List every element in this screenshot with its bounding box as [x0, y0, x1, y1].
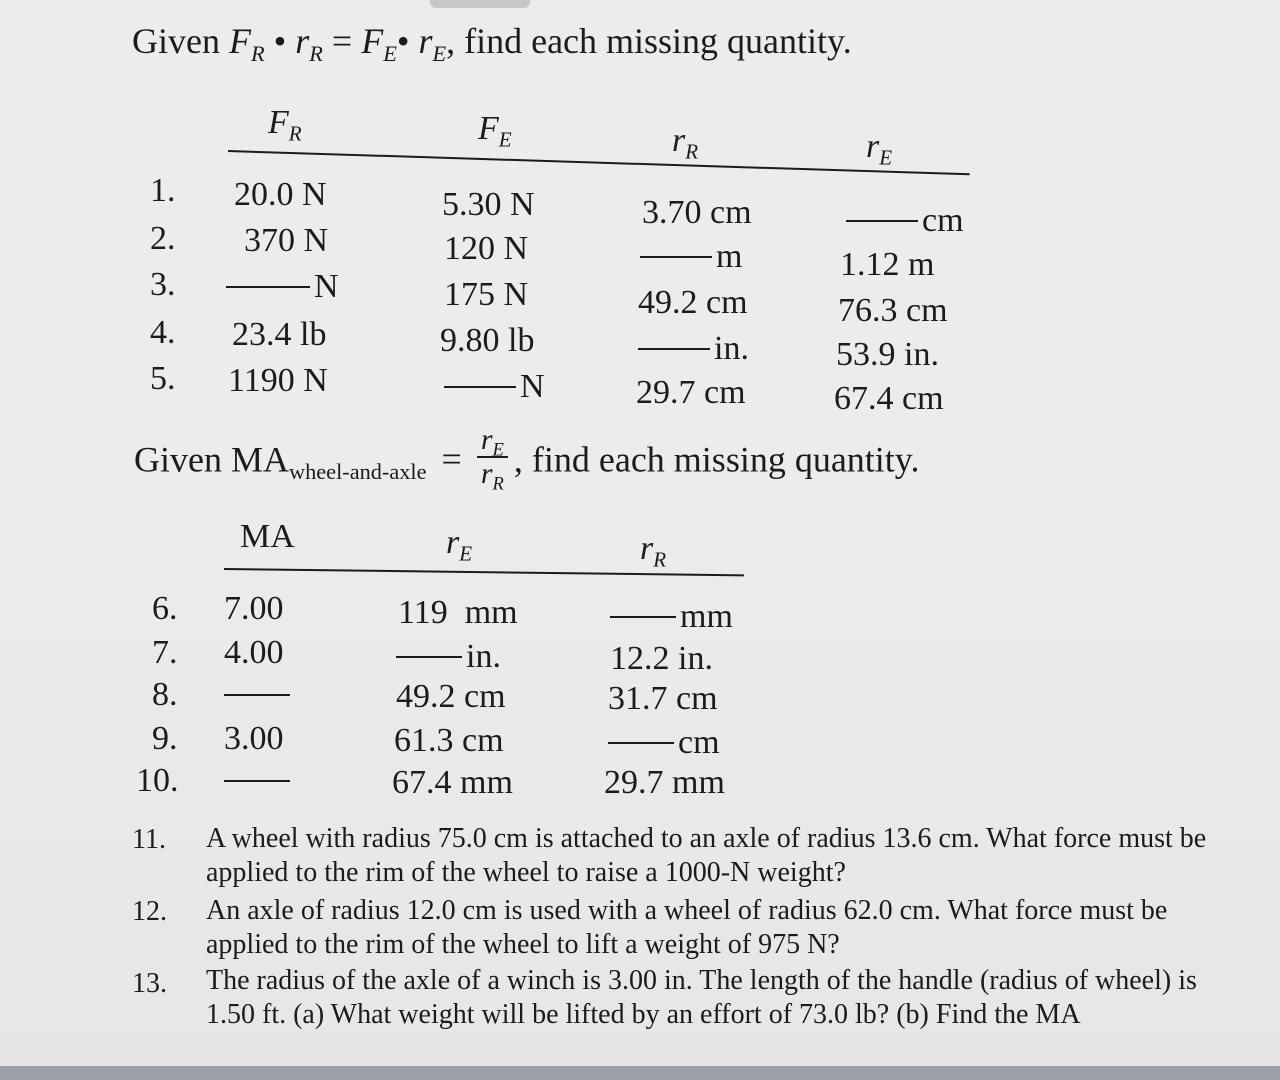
cell-rr: 3.70 cm	[642, 194, 752, 231]
row-number: 8.	[152, 676, 178, 713]
row-number: 10.	[136, 762, 179, 799]
cell-ma	[224, 762, 294, 800]
col-header-rr2: $r_R$	[640, 530, 667, 572]
col-header-fe: $F_E$	[478, 110, 512, 152]
problem-text: The radius of the axle of a winch is 3.00 in. The length of the handle (radius of wheel) is 1.50 ft. (a) What weight will be lifted by an effort of 73.0 lb? (b) Find the MA	[206, 965, 1197, 1030]
row-number: 5.	[150, 360, 176, 397]
cell-rr: in.	[638, 330, 749, 368]
problem-number: 13.	[132, 968, 167, 999]
cell-fr: 370 N	[244, 222, 329, 259]
cell-rr: 29.7 cm	[636, 374, 746, 411]
cell-ma: 3.00	[224, 720, 284, 757]
cell-fe: 120 N	[444, 230, 529, 267]
cell-re: 53.9 in.	[836, 336, 939, 373]
cell-rr: cm	[608, 724, 720, 762]
cell-fr: 23.4 lb	[232, 316, 327, 353]
cell-rr: mm	[610, 598, 733, 636]
col-header-fr: $F_R$	[268, 104, 302, 146]
cell-re: cm	[846, 202, 964, 240]
cell-fe: N	[444, 368, 545, 406]
cell-re: in.	[396, 638, 501, 676]
problem-text: A wheel with radius 75.0 cm is attached to an axle of radius 13.6 cm. What force must be applied to the rim of the wheel to raise a 1000-N weight?	[206, 823, 1207, 888]
cell-re: 61.3 cm	[394, 722, 504, 759]
problem-text: An axle of radius 12.0 cm is used with a wheel of radius 62.0 cm. What force must be applied to the rim of the wheel to lift a weight of 975 N?	[206, 895, 1168, 960]
row-number: 9.	[152, 720, 178, 757]
row-number: 2.	[150, 220, 176, 257]
cell-re: 76.3 cm	[838, 292, 948, 329]
cell-re: 49.2 cm	[396, 678, 506, 715]
cell-fr: N	[226, 268, 339, 306]
col-header-rr: $r_R$	[672, 122, 699, 164]
col-header-ma: MA	[240, 518, 295, 555]
section1-heading: Given $F_R$ • $r_R$ = $F_E•$ $r_E$, find each missing quantity.	[132, 21, 852, 66]
row-number: 6.	[152, 590, 178, 627]
col-header-re2: $r_E$	[446, 524, 473, 566]
cell-re: 67.4 mm	[392, 764, 513, 801]
problem-number: 11.	[132, 824, 166, 855]
row-number: 4.	[150, 314, 176, 351]
cell-fr: 1190 N	[228, 362, 328, 399]
cell-fe: 175 N	[444, 276, 529, 313]
cell-ma: 7.00	[224, 590, 284, 627]
cell-rr: 49.2 cm	[638, 284, 748, 321]
cell-fe: 5.30 N	[442, 186, 535, 223]
cell-fe: 9.80 lb	[440, 322, 535, 359]
col-header-re: $r_E$	[866, 128, 893, 170]
cell-rr: 31.7 cm	[608, 680, 718, 717]
row-number: 1.	[150, 172, 176, 209]
cell-ma: 4.00	[224, 634, 284, 671]
section2-heading: Given $MA_{wheel-and-axle}$ = $\frac{r_E}{r_R}$ , find each missing quantity.	[134, 423, 920, 495]
cropped-header-fragment	[430, 0, 530, 8]
row-number: 3.	[150, 266, 176, 303]
cell-rr: 29.7 mm	[604, 764, 725, 801]
cell-rr: m	[640, 238, 742, 276]
cell-fr: 20.0 N	[234, 176, 327, 213]
cell-re: 67.4 cm	[834, 380, 944, 417]
row-number: 7.	[152, 634, 178, 671]
cell-ma	[224, 676, 294, 714]
screen-bottom-edge	[0, 1066, 1280, 1080]
cell-re: 119 mm	[398, 594, 518, 631]
problem-number: 12.	[132, 896, 167, 927]
ratio-fraction: $\frac{r_E}{r_R}$	[477, 424, 508, 490]
cell-re: 1.12 m	[840, 246, 935, 283]
cell-rr: 12.2 in.	[610, 640, 713, 677]
table1-header-rule	[228, 150, 970, 175]
